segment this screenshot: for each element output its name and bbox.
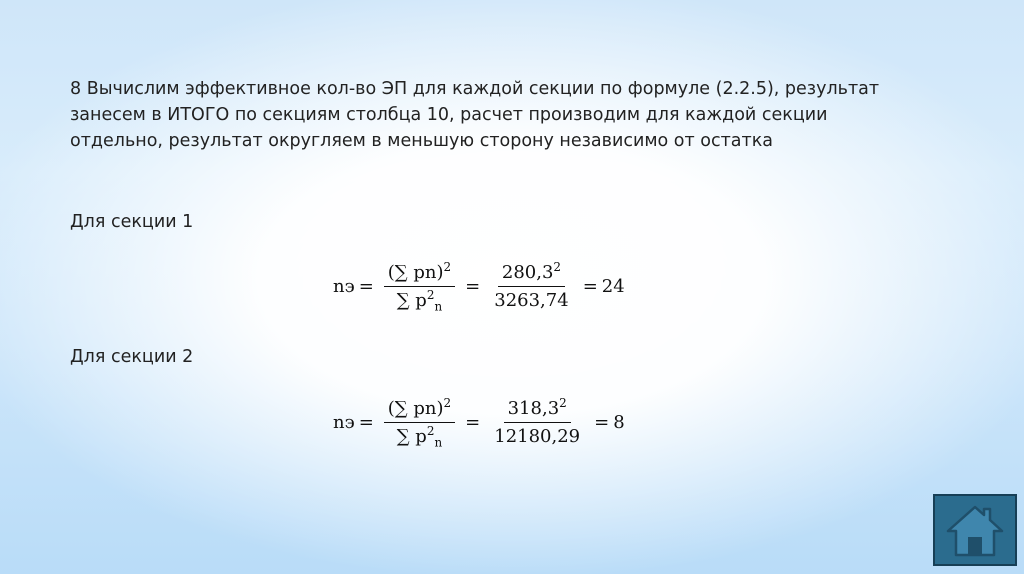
value-denominator: 3263,74: [494, 290, 569, 311]
formula-section-1: [333, 260, 625, 314]
section-2-label: Для секции 2: [70, 347, 194, 367]
fraction-denominator: ∑ $p^2_n$: [396, 288, 443, 314]
equals-sign: =: [358, 412, 374, 433]
formula-section-2: [333, 396, 625, 450]
equals-sign: =: [358, 276, 374, 297]
fraction-numerator: (∑ pn)$^2$: [384, 398, 455, 423]
general-fraction: [384, 260, 455, 314]
result-value: 24: [601, 276, 625, 297]
equals-sign: =: [582, 276, 598, 297]
equals-sign: =: [465, 412, 481, 433]
equals-sign: =: [594, 412, 610, 433]
section-1-label: Для секции 1: [70, 212, 194, 232]
value-numerator: 280,3$^2$: [498, 262, 565, 287]
fraction-denominator: ∑ $p^2_n$: [396, 424, 443, 450]
value-denominator: 12180,29: [494, 426, 581, 447]
lhs: nэ: [333, 276, 355, 297]
value-fraction: [490, 262, 572, 311]
fraction-numerator: (∑ pn)$^2$: [384, 262, 455, 287]
equals-sign: =: [465, 276, 481, 297]
result-value: 8: [613, 412, 625, 433]
instruction-paragraph: 8 Вычислим эффективное кол-во ЭП для каждой секции по формуле (2.2.5), результат занесем в ИТОГО по секциям столбца 10, расчет производим для каждой секции отдельно, результат округляем в меньшую сторону независимо от остатка: [70, 79, 880, 151]
value-numerator: 318,3$^2$: [504, 398, 571, 423]
general-fraction: [384, 396, 455, 450]
lhs: nэ: [333, 412, 355, 433]
home-icon: [944, 501, 1006, 559]
value-fraction: [490, 398, 584, 447]
home-button[interactable]: [933, 494, 1017, 566]
